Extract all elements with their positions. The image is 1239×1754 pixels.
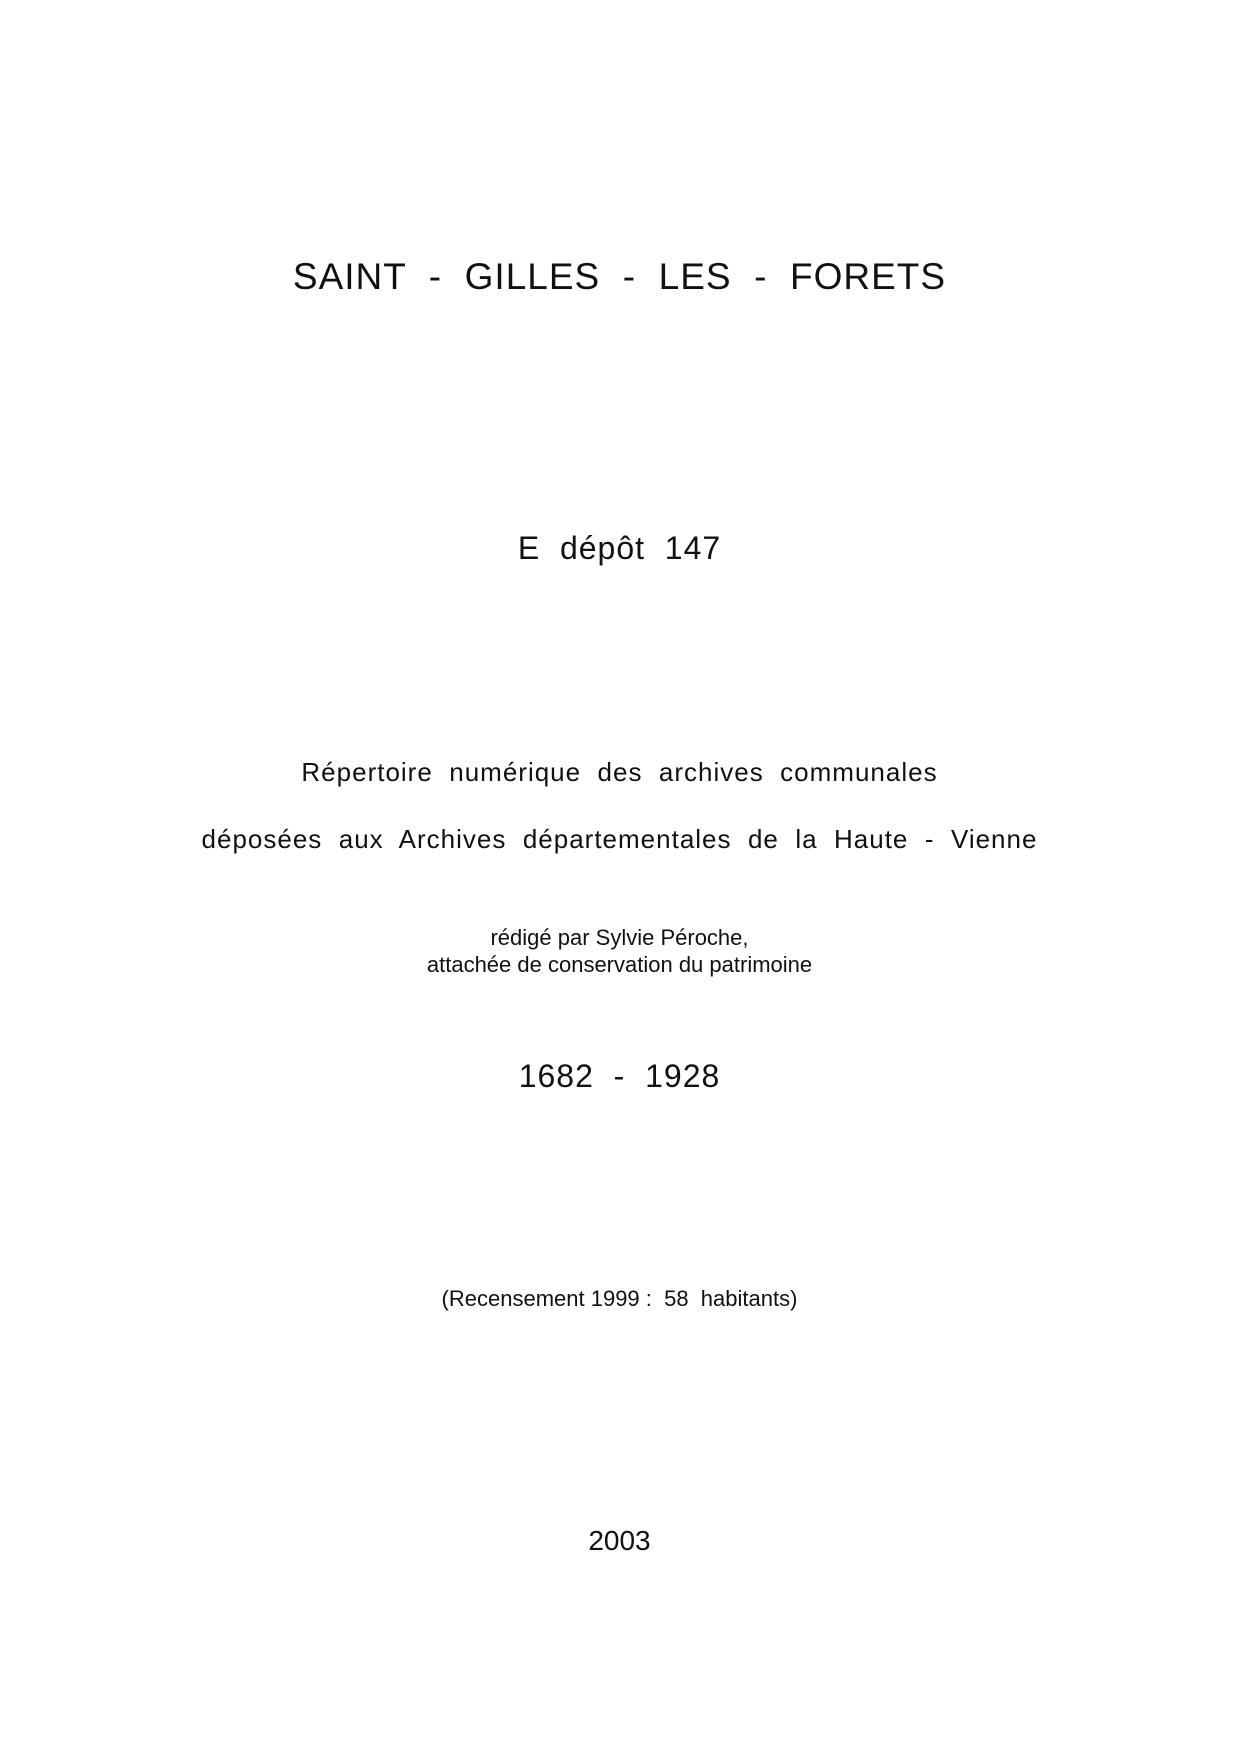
date-range: 1682 - 1928 — [518, 1058, 721, 1094]
author-line-1: rédigé par Sylvie Péroche, — [490, 925, 749, 950]
commune-title: SAINT - GILLES - LES - FORETS — [292, 256, 947, 297]
archive-reference: E dépôt 147 — [517, 530, 722, 566]
census-note: (Recensement 1999 : 58 habitants) — [441, 1286, 798, 1311]
publication-year: 2003 — [588, 1525, 651, 1556]
author-line-2: attachée de conservation du patrimoine — [426, 952, 813, 977]
description-line-1: Répertoire numérique des archives communales — [301, 757, 938, 787]
description-line-2: déposées aux Archives départementales de la Haute - Vienne — [201, 824, 1038, 854]
